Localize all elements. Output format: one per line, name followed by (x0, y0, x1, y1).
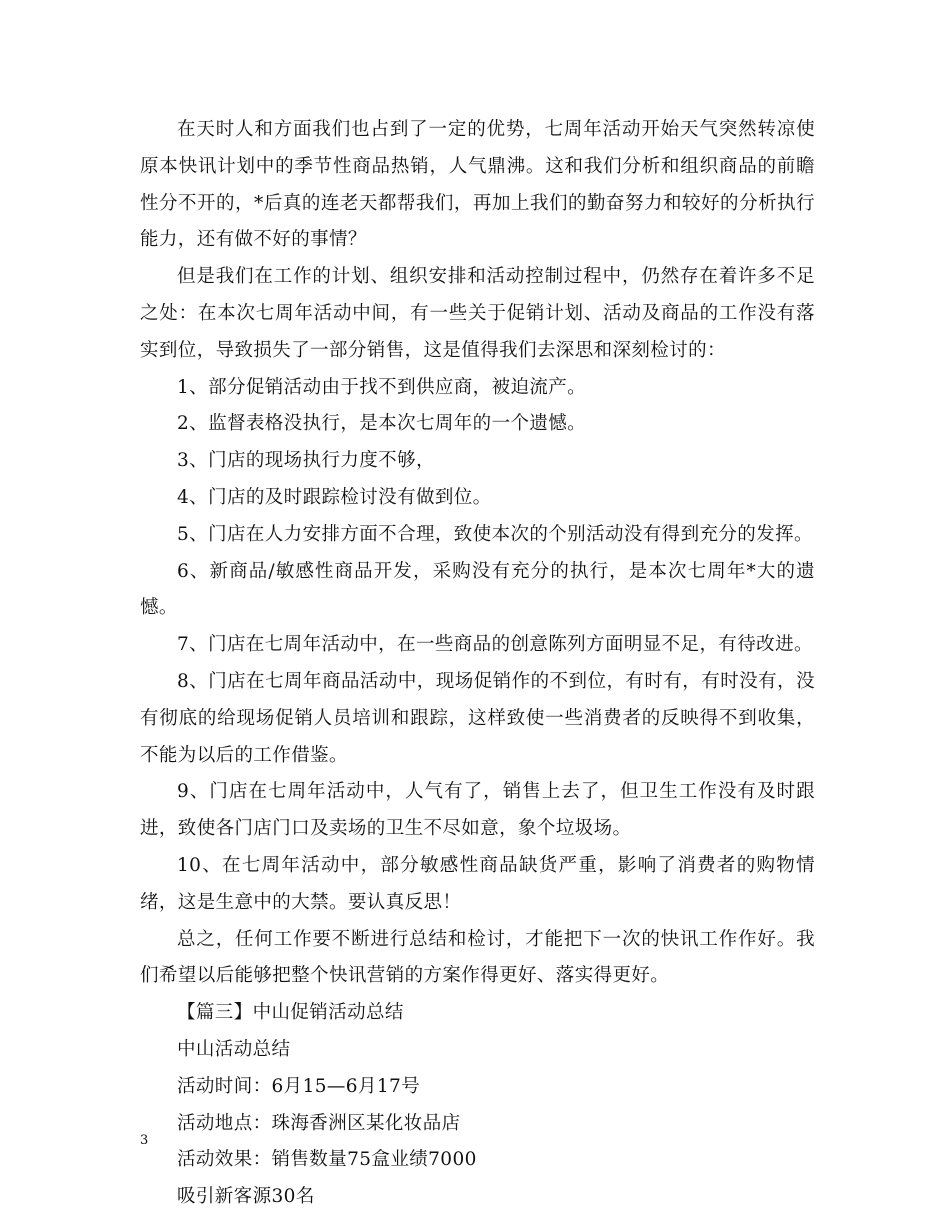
list-item-6: 6、新商品/敏感性商品开发，采购没有充分的执行，是本次七周年*大的遗憾。 (140, 560, 815, 619)
paragraph-conclusion: 总之，任何工作要不断进行总结和检讨，才能把下一次的快讯工作作好。我们希望以后能够把整个快讯营销的方案作得更好、落实得更好。 (140, 928, 815, 987)
activity-result: 活动效果：销售数量75盒业绩7000 (177, 1149, 477, 1171)
paragraph-shortcomings-intro: 但是我们在工作的计划、组织安排和活动控制过程中，仍然存在着许多不足之处：在本次七周年活动中间，有一些关于促销计划、活动及商品的工作没有落实到位，导致损失了一部分销售，这是值得我们去深思和深刻检讨的： (140, 266, 815, 361)
list-item-7: 7、门店在七周年活动中，在一些商品的创意陈列方面明显不足，有待改进。 (177, 634, 813, 656)
page-number: 3 (140, 1133, 149, 1148)
list-item-10: 10、在七周年活动中，部分敏感性商品缺货严重，影响了消费者的购物情绪，这是生意中的大禁。要认真反思！ (140, 854, 815, 913)
document-body (140, 112, 815, 1216)
activity-time: 活动时间：6月15—6月17号 (177, 1075, 421, 1097)
new-customers: 吸引新客源30名 (177, 1186, 315, 1208)
activity-location: 活动地点：珠海香洲区某化妆品店 (177, 1112, 461, 1134)
list-item-2: 2、监督表格没执行，是本次七周年的一个遗憾。 (177, 413, 587, 435)
section-subtitle: 中山活动总结 (177, 1038, 291, 1060)
paragraph-intro-advantage: 在天时人和方面我们也占到了一定的优势，七周年活动开始天气突然转凉使原本快讯计划中的季节性商品热销，人气鼎沸。这和我们分析和组织商品的前瞻性分不开的，*后真的连老天都帮我们，再加上我们的勤奋努力和较好的分析执行能力，还有做不好的事情？ (140, 119, 815, 251)
list-item-4: 4、门店的及时跟踪检讨没有做到位。 (177, 486, 492, 508)
list-item-1: 1、部分促销活动由于找不到供应商，被迫流产。 (177, 376, 587, 398)
list-item-3: 3、门店的现场执行力度不够， (177, 450, 435, 472)
list-item-8: 8、门店在七周年商品活动中，现场促销作的不到位，有时有，有时没有，没有彻底的给现场促销人员培训和跟踪，这样致使一些消费者的反映得不到收集，不能为以后的工作借鉴。 (140, 670, 815, 766)
list-item-9: 9、门店在七周年活动中，人气有了，销售上去了，但卫生工作没有及时跟进，致使各门店门口及卖场的卫生不尽如意，象个垃圾场。 (140, 781, 815, 840)
section-heading: 【篇三】中山促销活动总结 (177, 1002, 404, 1024)
list-item-5: 5、门店在人力安排方面不合理，致使本次的个别活动没有得到充分的发挥。 (177, 523, 813, 545)
